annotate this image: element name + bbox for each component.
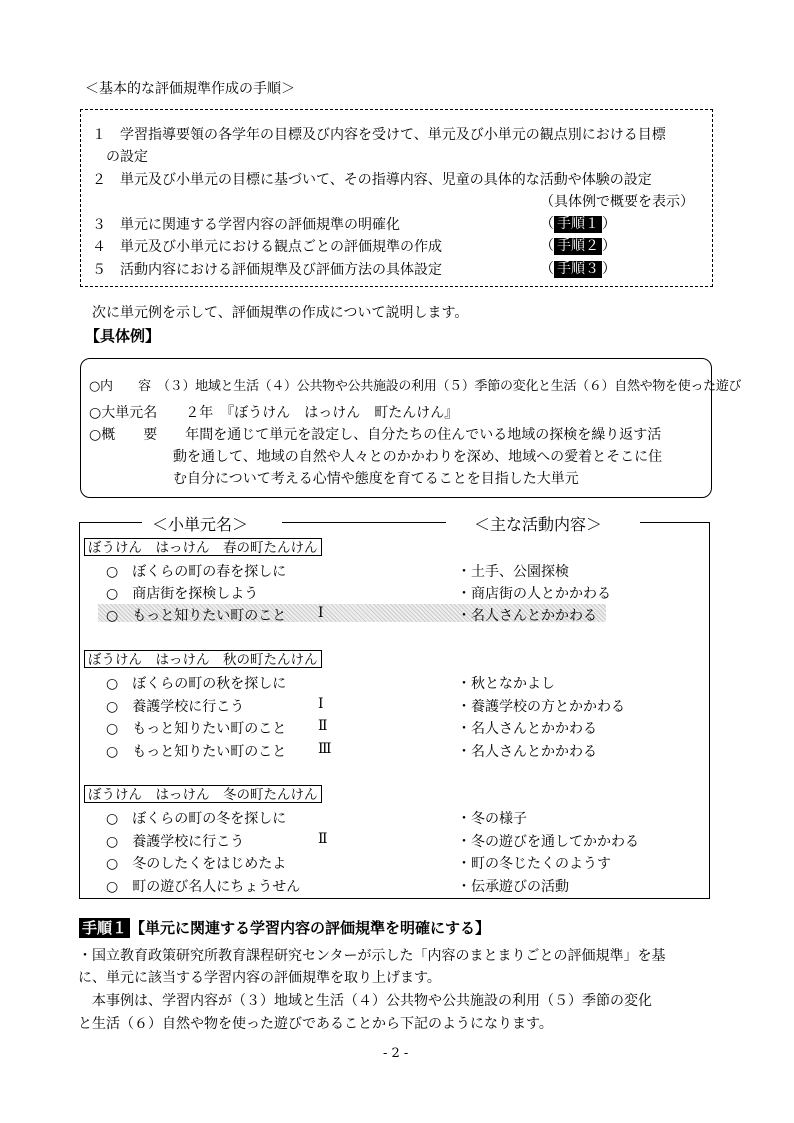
unit-label-winter: ぼうけん はっけん 冬の町たんけん: [84, 785, 322, 803]
step-tag-3: 手順３: [554, 261, 602, 278]
unit-item-name: ○ 養護学校に行こう: [106, 699, 245, 715]
unit-item-number: Ⅱ: [318, 718, 328, 734]
step-ref-3: （ 手順３ ）: [540, 261, 616, 277]
header-subunit: ＜小単元名＞: [150, 512, 250, 535]
header-activity: ＜主な活動内容＞: [472, 512, 604, 535]
procedure-heading: ＜基本的な評価規準作成の手順＞: [85, 81, 295, 97]
step1-heading: [79, 917, 490, 938]
example-summary-2: 動を通して、地域の自然や人々とのかかわりを深め、地域への愛着とそこに住: [173, 449, 663, 465]
unit-item-activity: ・伝承遊びの活動: [457, 879, 569, 895]
unit-item-name: ○ ぼくらの町の春を探しに: [106, 564, 287, 580]
step1-paragraph-1b: に、単元に該当する学習内容の評価規準を取り上げます。: [78, 970, 441, 986]
unit-item-activity: ・名人さんとかかわる: [457, 608, 597, 624]
step1-tag: 手順１: [79, 918, 130, 938]
unit-item-activity: ・名人さんとかかわる: [457, 744, 597, 760]
example-content: ○内 容 （３）地域と生活（４）公共物や公共施設の利用（５）季節の変化と生活（６）自然や物を使った遊び: [89, 379, 742, 394]
unit-item-activity: ・土手、公園探検: [457, 564, 569, 580]
procedure-line-1b: の設定: [106, 149, 148, 165]
frame-top-line-1: [79, 522, 142, 523]
unit-item-number: Ⅰ: [318, 605, 324, 621]
step-tag-2: 手順２: [554, 238, 602, 255]
step1-paragraph-1a: 国立教育政策研究所教育課程研究センターが示した「内容のまとまりごとの評価規準」を基: [92, 948, 666, 964]
frame-top-line-2: [282, 522, 446, 523]
frame-top-line-3: [640, 522, 710, 523]
step1-bullet: ・: [78, 948, 92, 964]
unit-item-name: ○ もっと知りたい町のこと: [106, 744, 287, 760]
procedure-line-1: １ 学習指導要領の各学年の目標及び内容を受けて、単元及び小単元の観点別における目標: [92, 127, 666, 143]
step1-title: 【単元に関連する学習内容の評価規準を明確にする】: [130, 919, 491, 937]
example-heading: 【具体例】: [85, 327, 161, 345]
unit-item-activity: ・名人さんとかかわる: [457, 721, 597, 737]
procedure-line-5: ５ 活動内容における評価規準及び評価方法の具体設定: [92, 262, 442, 278]
unit-item-activity: ・商店街の人とかかわる: [457, 586, 611, 602]
unit-item-number: Ⅱ: [318, 831, 328, 847]
unit-item-name: ○ 冬のしたくをはじめたよ: [106, 856, 287, 872]
procedure-line-4: ４ 単元及び小単元における観点ごとの評価規準の作成: [92, 239, 442, 255]
unit-item-activity: ・冬の様子: [457, 811, 527, 827]
unit-item-name: ○ 商店街を探検しよう: [106, 586, 259, 602]
example-unit-name: ○大単元名 ２年 『ぼうけん はっけん 町たんけん』: [89, 405, 459, 421]
step1-paragraph-2a: 本事例は、学習内容が（３）地域と生活（４）公共物や公共施設の利用（５）季節の変化: [92, 993, 652, 1009]
unit-item-name: ○ もっと知りたい町のこと: [106, 721, 287, 737]
example-summary-3: む自分について考える心情や態度を育てることを目指した大単元: [173, 471, 579, 487]
example-summary-1: ○概 要 年間を通じて単元を設定し、自分たちの住んでいる地域の探検を繰り返す活: [89, 427, 662, 443]
unit-item-name: ○ ぼくらの町の秋を探しに: [106, 676, 287, 692]
unit-label-spring: ぼうけん はっけん 春の町たんけん: [84, 538, 322, 556]
unit-item-number: Ⅲ: [318, 741, 332, 757]
unit-label-autumn: ぼうけん はっけん 秋の町たんけん: [84, 650, 322, 668]
unit-item-number: Ⅰ: [318, 696, 324, 712]
unit-item-name: ○ ぼくらの町の冬を探しに: [106, 811, 287, 827]
procedure-line-2: ２ 単元及び小単元の目標に基づいて、その指導内容、児童の具体的な活動や体験の設定: [92, 172, 652, 188]
page-number: - 2 -: [383, 1046, 409, 1061]
unit-item-name: ○ 養護学校に行こう: [106, 834, 245, 850]
unit-item-activity: ・養護学校の方とかかわる: [457, 699, 625, 715]
step-tag-1: 手順１: [554, 216, 602, 233]
unit-item-activity: ・冬の遊びを通してかかわる: [457, 834, 639, 850]
step-ref-2: （ 手順２ ）: [540, 238, 616, 254]
intro-text: 次に単元例を示して、評価規準の作成について説明します。: [92, 305, 469, 321]
step-ref-1: （ 手順１ ）: [540, 216, 616, 232]
procedure-line-2b: （具体例で概要を表示）: [540, 194, 694, 210]
unit-item-activity: ・町の冬じたくのようす: [457, 856, 611, 872]
procedure-line-3: ３ 単元に関連する学習内容の評価規準の明確化: [92, 217, 400, 233]
unit-item-name: ○ 町の遊び名人にちょうせん: [106, 879, 301, 895]
step1-paragraph-2b: と生活（６）自然や物を使った遊びであることから下記のようになります。: [78, 1016, 553, 1032]
unit-item-activity: ・秋となかよし: [457, 676, 555, 692]
unit-item-name: ○ もっと知りたい町のこと: [106, 608, 287, 624]
